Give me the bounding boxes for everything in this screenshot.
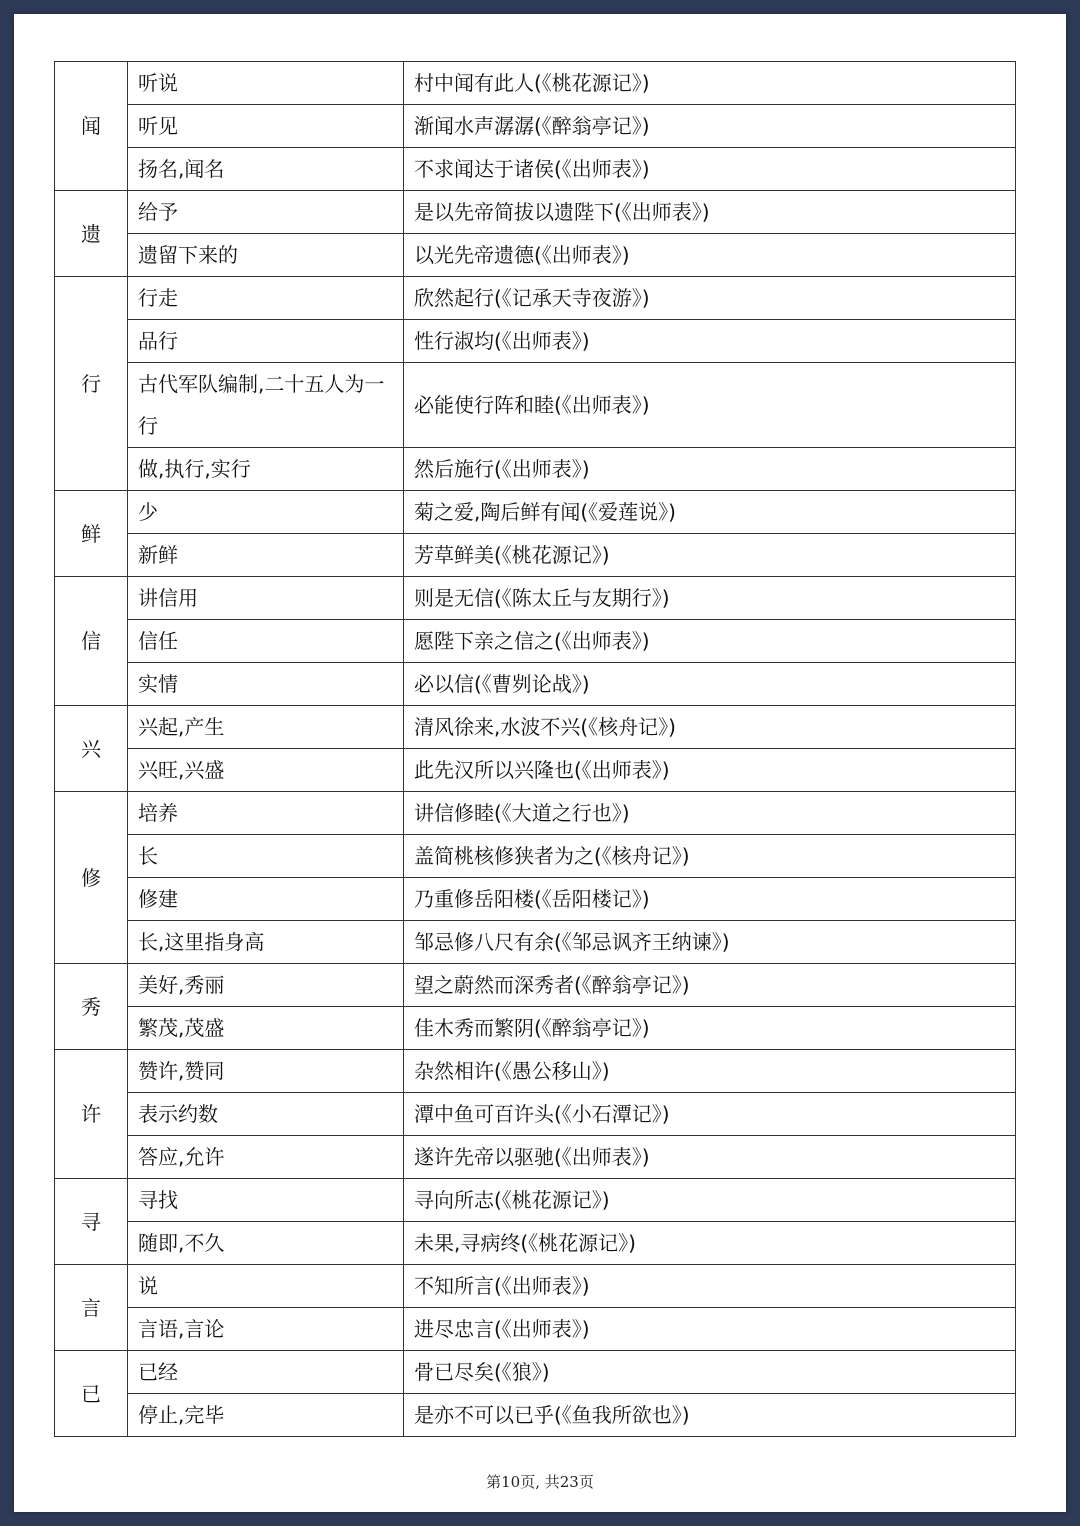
table-row bbox=[55, 277, 1016, 320]
meaning-cell: 品行 bbox=[128, 320, 404, 363]
meaning-cell: 听说 bbox=[128, 62, 404, 105]
headword-cell: 言 bbox=[55, 1265, 128, 1351]
headword-cell: 兴 bbox=[55, 706, 128, 792]
meaning-cell: 繁茂,茂盛 bbox=[128, 1007, 404, 1050]
example-sentence-cell: 讲信修睦(《大道之行也》) bbox=[404, 792, 1016, 835]
meaning-cell: 信任 bbox=[128, 620, 404, 663]
table-row bbox=[55, 234, 1016, 277]
table-row bbox=[55, 1050, 1016, 1093]
table-row bbox=[55, 749, 1016, 792]
meaning-cell: 讲信用 bbox=[128, 577, 404, 620]
meaning-cell: 培养 bbox=[128, 792, 404, 835]
example-sentence-cell: 必能使行阵和睦(《出师表》) bbox=[404, 363, 1016, 448]
example-sentence-cell: 是亦不可以已乎(《鱼我所欲也》) bbox=[404, 1394, 1016, 1437]
meaning-cell: 答应,允许 bbox=[128, 1136, 404, 1179]
example-sentence-cell: 佳木秀而繁阴(《醉翁亭记》) bbox=[404, 1007, 1016, 1050]
example-sentence-cell: 清风徐来,水波不兴(《核舟记》) bbox=[404, 706, 1016, 749]
meaning-cell: 兴起,产生 bbox=[128, 706, 404, 749]
table-row bbox=[55, 577, 1016, 620]
example-sentence-cell: 愿陛下亲之信之(《出师表》) bbox=[404, 620, 1016, 663]
example-sentence-cell: 寻向所志(《桃花源记》) bbox=[404, 1179, 1016, 1222]
meaning-cell: 停止,完毕 bbox=[128, 1394, 404, 1437]
meaning-cell: 说 bbox=[128, 1265, 404, 1308]
example-sentence-cell: 杂然相许(《愚公移山》) bbox=[404, 1050, 1016, 1093]
example-sentence-cell: 潭中鱼可百许头(《小石潭记》) bbox=[404, 1093, 1016, 1136]
table-row bbox=[55, 1222, 1016, 1265]
example-sentence-cell: 进尽忠言(《出师表》) bbox=[404, 1308, 1016, 1351]
meaning-cell: 实情 bbox=[128, 663, 404, 706]
meaning-cell: 古代军队编制,二十五人为一行 bbox=[128, 363, 404, 448]
headword-cell: 修 bbox=[55, 792, 128, 964]
table-row bbox=[55, 320, 1016, 363]
meaning-cell: 做,执行,实行 bbox=[128, 448, 404, 491]
table-row bbox=[55, 1007, 1016, 1050]
table-row bbox=[55, 835, 1016, 878]
example-sentence-cell: 芳草鲜美(《桃花源记》) bbox=[404, 534, 1016, 577]
meaning-cell: 扬名,闻名 bbox=[128, 148, 404, 191]
table-row bbox=[55, 1136, 1016, 1179]
example-sentence-cell: 不知所言(《出师表》) bbox=[404, 1265, 1016, 1308]
headword-cell: 寻 bbox=[55, 1179, 128, 1265]
headword-cell: 信 bbox=[55, 577, 128, 706]
table-row bbox=[55, 448, 1016, 491]
headword-cell: 已 bbox=[55, 1351, 128, 1437]
table-row bbox=[55, 1351, 1016, 1394]
page-number: 第10页, 共23页 bbox=[486, 1473, 594, 1491]
table-row bbox=[55, 964, 1016, 1007]
table-row bbox=[55, 363, 1016, 448]
document-page bbox=[14, 14, 1066, 1512]
example-sentence-cell: 以光先帝遗德(《出师表》) bbox=[404, 234, 1016, 277]
meaning-cell: 少 bbox=[128, 491, 404, 534]
table-row bbox=[55, 62, 1016, 105]
table-row bbox=[55, 620, 1016, 663]
table-row bbox=[55, 792, 1016, 835]
table-row bbox=[55, 878, 1016, 921]
table-row bbox=[55, 663, 1016, 706]
meaning-cell: 给予 bbox=[128, 191, 404, 234]
table-row bbox=[55, 1265, 1016, 1308]
table-row bbox=[55, 1179, 1016, 1222]
example-sentence-cell: 盖简桃核修狭者为之(《核舟记》) bbox=[404, 835, 1016, 878]
example-sentence-cell: 遂许先帝以驱驰(《出师表》) bbox=[404, 1136, 1016, 1179]
meaning-cell: 兴旺,兴盛 bbox=[128, 749, 404, 792]
headword-cell: 闻 bbox=[55, 62, 128, 191]
meaning-cell: 新鲜 bbox=[128, 534, 404, 577]
vocabulary-table bbox=[54, 61, 1016, 1437]
example-sentence-cell: 渐闻水声潺潺(《醉翁亭记》) bbox=[404, 105, 1016, 148]
meaning-cell: 听见 bbox=[128, 105, 404, 148]
meaning-cell: 修建 bbox=[128, 878, 404, 921]
headword-cell: 鲜 bbox=[55, 491, 128, 577]
meaning-cell: 表示约数 bbox=[128, 1093, 404, 1136]
meaning-cell: 美好,秀丽 bbox=[128, 964, 404, 1007]
meaning-cell: 已经 bbox=[128, 1351, 404, 1394]
vocabulary-table-body bbox=[55, 62, 1016, 1437]
headword-cell: 行 bbox=[55, 277, 128, 491]
example-sentence-cell: 村中闻有此人(《桃花源记》) bbox=[404, 62, 1016, 105]
headword-cell: 秀 bbox=[55, 964, 128, 1050]
table-row bbox=[55, 148, 1016, 191]
example-sentence-cell: 然后施行(《出师表》) bbox=[404, 448, 1016, 491]
example-sentence-cell: 欣然起行(《记承天寺夜游》) bbox=[404, 277, 1016, 320]
example-sentence-cell: 此先汉所以兴隆也(《出师表》) bbox=[404, 749, 1016, 792]
example-sentence-cell: 是以先帝简拔以遗陛下(《出师表》) bbox=[404, 191, 1016, 234]
table-row bbox=[55, 1394, 1016, 1437]
headword-cell: 许 bbox=[55, 1050, 128, 1179]
meaning-cell: 长,这里指身高 bbox=[128, 921, 404, 964]
meaning-cell: 长 bbox=[128, 835, 404, 878]
example-sentence-cell: 骨已尽矣(《狼》) bbox=[404, 1351, 1016, 1394]
example-sentence-cell: 性行淑均(《出师表》) bbox=[404, 320, 1016, 363]
example-sentence-cell: 必以信(《曹刿论战》) bbox=[404, 663, 1016, 706]
meaning-cell: 遗留下来的 bbox=[128, 234, 404, 277]
table-row bbox=[55, 1308, 1016, 1351]
headword-cell: 遗 bbox=[55, 191, 128, 277]
meaning-cell: 寻找 bbox=[128, 1179, 404, 1222]
table-row bbox=[55, 1093, 1016, 1136]
table-row bbox=[55, 706, 1016, 749]
example-sentence-cell: 不求闻达于诸侯(《出师表》) bbox=[404, 148, 1016, 191]
example-sentence-cell: 邹忌修八尺有余(《邹忌讽齐王纳谏》) bbox=[404, 921, 1016, 964]
example-sentence-cell: 望之蔚然而深秀者(《醉翁亭记》) bbox=[404, 964, 1016, 1007]
meaning-cell: 随即,不久 bbox=[128, 1222, 404, 1265]
meaning-cell: 赞许,赞同 bbox=[128, 1050, 404, 1093]
example-sentence-cell: 未果,寻病终(《桃花源记》) bbox=[404, 1222, 1016, 1265]
table-row bbox=[55, 491, 1016, 534]
example-sentence-cell: 则是无信(《陈太丘与友期行》) bbox=[404, 577, 1016, 620]
example-sentence-cell: 菊之爱,陶后鲜有闻(《爱莲说》) bbox=[404, 491, 1016, 534]
table-row bbox=[55, 105, 1016, 148]
meaning-cell: 言语,言论 bbox=[128, 1308, 404, 1351]
meaning-cell: 行走 bbox=[128, 277, 404, 320]
example-sentence-cell: 乃重修岳阳楼(《岳阳楼记》) bbox=[404, 878, 1016, 921]
table-row bbox=[55, 191, 1016, 234]
table-row bbox=[55, 921, 1016, 964]
table-row bbox=[55, 534, 1016, 577]
